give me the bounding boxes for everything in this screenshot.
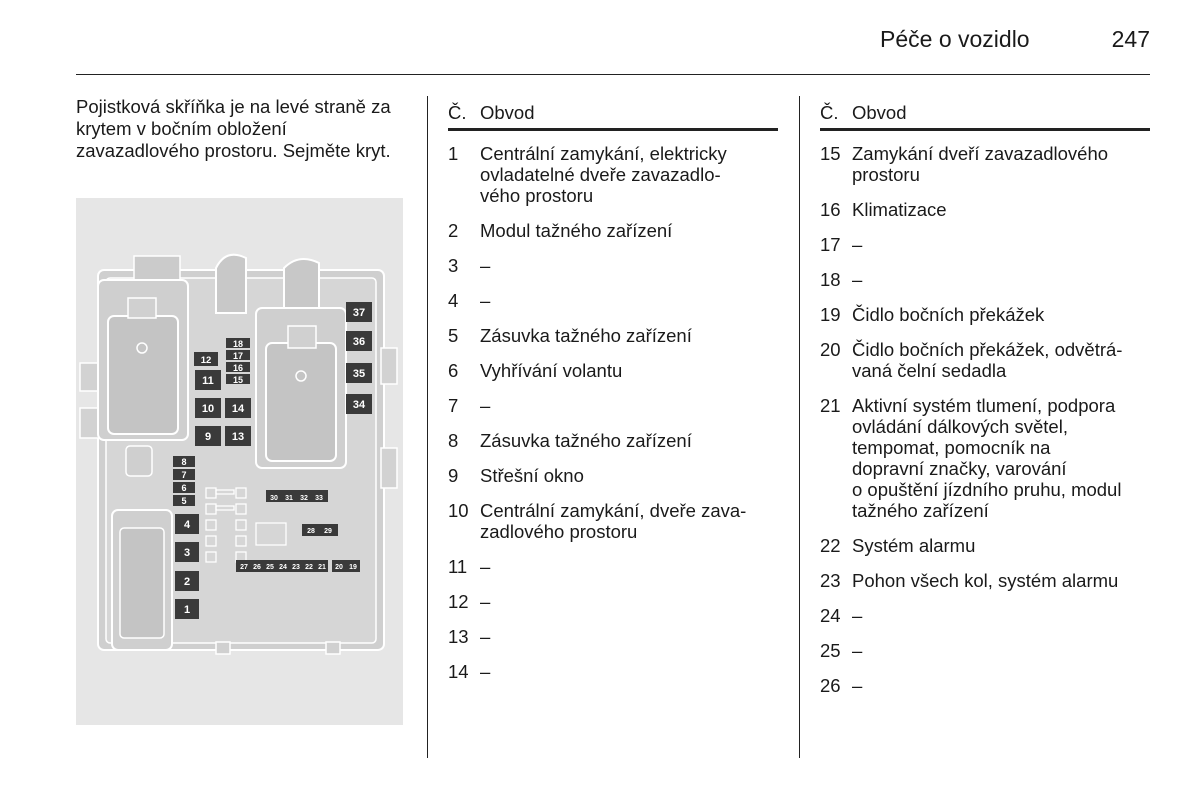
fuse-number: 3 (448, 255, 459, 276)
circuit-description: – (480, 395, 491, 416)
circuit-table-2 (820, 102, 1150, 710)
circuit-description: Čidlo bočních překážek (852, 304, 1045, 325)
header-rule (820, 128, 1150, 131)
fuse-6 (173, 482, 195, 493)
fuse-number: 18 (820, 269, 841, 290)
fuse-15 (226, 374, 250, 385)
fuse-number: 9 (448, 465, 459, 486)
fuse-row-bottom (236, 560, 328, 572)
circuit-description: – (852, 640, 863, 661)
svg-text:11: 11 (202, 375, 214, 387)
circuit-description: Střešní okno (480, 465, 584, 486)
table-row (448, 556, 778, 577)
svg-text:8: 8 (181, 457, 187, 467)
header-rule (448, 128, 778, 131)
svg-text:30: 30 (270, 495, 278, 502)
circuit-description: – (852, 234, 863, 255)
svg-text:15: 15 (232, 375, 244, 385)
svg-text:2: 2 (183, 576, 191, 588)
fuse-7 (173, 469, 195, 480)
fuse-9 (195, 426, 221, 446)
circuit-description: Zásuvka tažného zařízení (480, 430, 692, 451)
fuse-number: 1 (448, 143, 459, 164)
fuse-12 (194, 352, 218, 366)
table-row (448, 465, 778, 486)
table-row (820, 234, 1150, 255)
table-header (448, 102, 778, 126)
circuit-description: – (480, 255, 491, 276)
svg-text:16: 16 (232, 363, 244, 373)
fuse-large-36 (346, 331, 372, 351)
fuse-number: 20 (820, 339, 841, 360)
fuse-8 (173, 456, 195, 467)
circuit-description: Systém alarmu (852, 535, 976, 556)
circuit-description: – (852, 605, 863, 626)
header-circuit: Obvod (480, 102, 535, 123)
table-row (820, 395, 1150, 521)
table-row (820, 199, 1150, 220)
table-row (820, 535, 1150, 556)
table-row (448, 325, 778, 346)
fuse-10 (195, 398, 221, 418)
fuse-number: 13 (448, 626, 469, 647)
fuse-18 (226, 338, 250, 349)
table-row (448, 430, 778, 451)
svg-text:12: 12 (200, 355, 212, 366)
svg-text:14: 14 (231, 403, 245, 415)
svg-text:27: 27 (240, 564, 248, 571)
table-row (820, 675, 1150, 696)
header-circuit: Obvod (852, 102, 907, 123)
circuit-description: Vyhřívání volantu (480, 360, 623, 381)
circuit-description: Čidlo bočních překážek, odvětrá- vaná čelní sedadla (852, 339, 1123, 381)
page-number: 247 (1111, 26, 1150, 52)
circuit-description: – (852, 269, 863, 290)
fuse-number: 25 (820, 640, 841, 661)
header-rule (76, 74, 1150, 75)
circuit-description: Klimatizace (852, 199, 947, 220)
svg-text:22: 22 (305, 564, 313, 571)
table-row (820, 640, 1150, 661)
svg-text:33: 33 (315, 495, 323, 502)
circuit-table-1 (448, 102, 778, 696)
table-row (448, 500, 778, 542)
table-row (448, 255, 778, 276)
svg-text:25: 25 (266, 564, 274, 571)
fuse-number: 23 (820, 570, 841, 591)
svg-text:31: 31 (285, 495, 293, 502)
svg-text:19: 19 (349, 564, 357, 571)
fuse-1 (175, 599, 199, 619)
circuit-description: – (480, 626, 491, 647)
fuse-number: 2 (448, 220, 459, 241)
svg-text:35: 35 (352, 368, 366, 380)
svg-text:26: 26 (253, 564, 261, 571)
svg-text:17: 17 (232, 351, 244, 361)
fuse-large-34 (346, 394, 372, 414)
fuse-large-35 (346, 363, 372, 383)
fuse-number: 7 (448, 395, 459, 416)
fuse-3 (175, 542, 199, 562)
circuit-description: Zamykání dveří zavazadlového prostoru (852, 143, 1109, 185)
fuse-17 (226, 350, 250, 361)
circuit-description: – (480, 290, 491, 311)
fuse-number: 22 (820, 535, 841, 556)
table-row (448, 360, 778, 381)
fuse-number: 12 (448, 591, 469, 612)
fuse-number: 5 (448, 325, 459, 346)
header-number: Č. (448, 102, 467, 123)
table-row (448, 591, 778, 612)
svg-text:6: 6 (181, 483, 187, 493)
table-row (448, 143, 778, 206)
svg-text:24: 24 (279, 564, 287, 571)
svg-text:1: 1 (183, 604, 191, 616)
fuse-number: 4 (448, 290, 459, 311)
table-row (448, 661, 778, 682)
table-row (820, 605, 1150, 626)
svg-text:34: 34 (352, 399, 366, 411)
svg-text:4: 4 (183, 519, 191, 531)
intro-paragraph: Pojistková skříňka je na levé straně za krytem v bočním obložení zavazadlového prostoru. Sejměte kryt. (76, 96, 391, 161)
table-row (820, 143, 1150, 185)
svg-text:7: 7 (181, 470, 187, 480)
fuse-5 (173, 495, 195, 506)
fuse-number: 15 (820, 143, 841, 164)
svg-text:32: 32 (300, 495, 308, 502)
fuse-box-drawing (76, 198, 403, 725)
fuse-number: 21 (820, 395, 841, 416)
svg-text:29: 29 (324, 528, 332, 535)
fuse-14 (225, 398, 251, 418)
fuse-11 (195, 370, 221, 390)
svg-text:3: 3 (183, 547, 191, 559)
table-row (448, 626, 778, 647)
fuse-16 (226, 362, 250, 373)
fuse-number: 11 (448, 556, 468, 577)
svg-text:21: 21 (318, 564, 326, 571)
fuse-4 (175, 514, 199, 534)
circuit-description: – (480, 591, 491, 612)
svg-text:23: 23 (292, 564, 300, 571)
circuit-description: Aktivní systém tlumení, podpora ovládání dálkových světel, tempomat, pomocník na dopravní značky, varování o opuštění jízdního pruhu, modul tažného zařízení (852, 395, 1122, 521)
fuse-number: 16 (820, 199, 841, 220)
fuse-large-37 (346, 302, 372, 322)
fuse-row-bottom-extra (332, 560, 360, 572)
fuse-number: 6 (448, 360, 459, 381)
circuit-description: Centrální zamykání, dveře zava- zadlového prostoru (480, 500, 747, 542)
circuit-description: Modul tažného zařízení (480, 220, 673, 241)
table-row (820, 339, 1150, 381)
fuse-number: 14 (448, 661, 469, 682)
fuse-number: 19 (820, 304, 841, 325)
svg-text:36: 36 (352, 336, 366, 348)
circuit-description: Pohon všech kol, systém alarmu (852, 570, 1119, 591)
fuse-13 (225, 426, 251, 446)
svg-text:13: 13 (231, 431, 245, 443)
table-row (448, 220, 778, 241)
column-divider (799, 96, 800, 758)
fuse-number: 10 (448, 500, 469, 521)
circuit-description: – (480, 661, 491, 682)
fuse-number: 8 (448, 430, 459, 451)
svg-text:9: 9 (204, 431, 212, 443)
table-row (820, 570, 1150, 591)
header-number: Č. (820, 102, 839, 123)
fuse-number: 26 (820, 675, 841, 696)
svg-text:5: 5 (181, 496, 187, 506)
section-title: Péče o vozidlo (880, 26, 1030, 52)
svg-text:20: 20 (335, 564, 343, 571)
svg-text:10: 10 (201, 403, 215, 415)
circuit-description: Centrální zamykání, elektricky ovladatelné dveře zavazadlo- vého prostoru (480, 143, 727, 206)
table-row (820, 304, 1150, 325)
svg-text:37: 37 (352, 307, 366, 319)
fuse-row-mid (302, 524, 338, 536)
fuse-number: 17 (820, 234, 841, 255)
svg-text:28: 28 (307, 528, 315, 535)
circuit-description: Zásuvka tažného zařízení (480, 325, 692, 346)
circuit-description: – (480, 556, 491, 577)
circuit-description: – (852, 675, 863, 696)
table-row (820, 269, 1150, 290)
fuse-row-top (266, 490, 328, 502)
table-header (820, 102, 1150, 126)
table-row (448, 395, 778, 416)
fuse-box-illustration (76, 198, 403, 725)
fuse-number: 24 (820, 605, 841, 626)
fuse-2 (175, 571, 199, 591)
svg-text:18: 18 (232, 339, 244, 349)
table-row (448, 290, 778, 311)
column-divider (427, 96, 428, 758)
